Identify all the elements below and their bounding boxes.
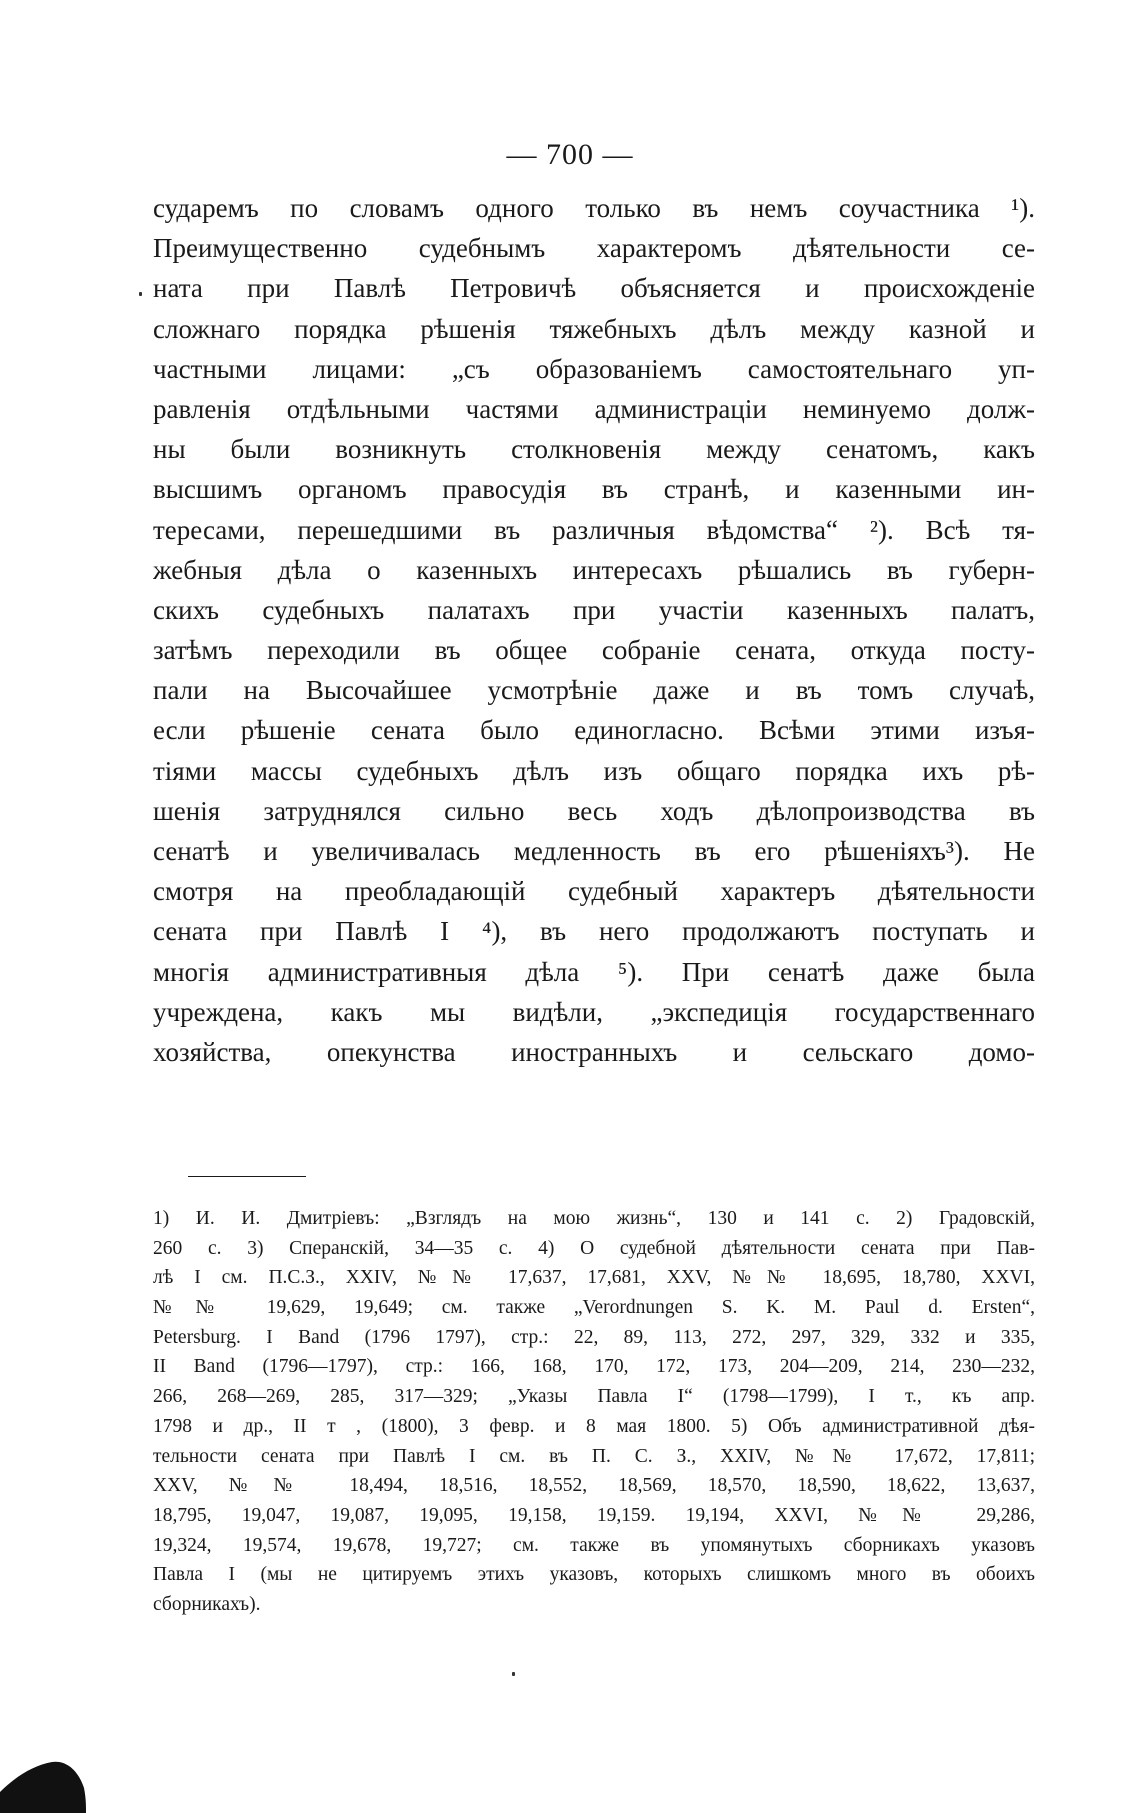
footnote-divider (188, 1176, 306, 1177)
body-line: тіями массы судебныхъ дѣлъ изъ общаго порядка ихъ рѣ- (153, 755, 1035, 786)
ink-blot-icon (0, 1740, 86, 1813)
footnote-line: 19,324, 19,574, 19,678, 19,727; см. также въ упомянутыхъ сборникахъ указовъ (153, 1534, 1035, 1556)
footnote-line: №№ 19,629, 19,649; см. также „Verordnungen S. K. M. Paul d. Ersten“, (153, 1297, 1035, 1319)
footnote-line: 1) И. И. Дмитріевъ: „Взглядъ на мою жизнь“, 130 и 141 с. 2) Градовскій, (153, 1208, 1035, 1229)
body-line: хозяйства, опекунства иностранныхъ и сельскаго домо- (153, 1036, 1035, 1067)
body-line: частными лицами: „съ образованіемъ самостоятельнаго уп- (153, 353, 1035, 384)
body-line: шенія затруднялся сильно весь ходъ дѣлопроизводства въ (153, 795, 1035, 826)
footnotes (153, 1204, 1035, 1620)
body-line: ната при Павлѣ Петровичѣ объясняется и происхожденіе (153, 273, 1035, 304)
page-number: — 700 — (506, 138, 634, 171)
ink-speck (139, 292, 142, 296)
body-line: высшимъ органомъ правосудія въ странѣ, и казенными ин- (153, 474, 1035, 505)
body-line: учреждена, какъ мы видѣли, „экспедиція государственнаго (153, 996, 1035, 1027)
body-line: затѣмъ переходили въ общее собраніе сената, откуда посту- (153, 635, 1035, 666)
body-line: ны были возникнуть столкновенія между сенатомъ, какъ (153, 434, 1035, 465)
footnote-line: Павла I (мы не цитируемъ этихъ указовъ, которыхъ слишкомъ много въ обоихъ (153, 1564, 1035, 1586)
body-line: равленія отдѣльными частями администраціи неминуемо долж- (153, 393, 1035, 424)
footnote-line: лѣ I см. П.С.З., XXIV, №№ 17,637, 17,681, XXV, №№ 18,695, 18,780, XXVI, (153, 1267, 1035, 1289)
body-line: сложнаго порядка рѣшенія тяжебныхъ дѣлъ между казной и (153, 313, 1035, 344)
body-line: скихъ судебныхъ палатахъ при участіи казенныхъ палатъ, (153, 594, 1035, 625)
body-line: если рѣшеніе сената было единогласно. Всѣми этими изъя- (153, 715, 1035, 746)
body-line: тересами, перешедшими въ различныя вѣдомства“ ²). Всѣ тя- (153, 514, 1035, 545)
body-line: многія административныя дѣла ⁵). При сенатѣ даже была (153, 956, 1035, 987)
body-line: сударемъ по словамъ одного только въ немъ соучастника ¹). (153, 193, 1035, 223)
footnote-line: 260 с. 3) Сперанскій, 34—35 с. 4) О судебной дѣятельности сената при Пав- (153, 1237, 1035, 1259)
body-line: смотря на преобладающій судебный характеръ дѣятельности (153, 876, 1035, 907)
footnote-line: 18,795, 19,047, 19,087, 19,095, 19,158, 19,159. 19,194, XXVI, №№ 29,286, (153, 1504, 1035, 1526)
footnote-line: 1798 и др., II т , (1800), 3 февр. и 8 мая 1800. 5) Объ административной дѣя- (153, 1415, 1035, 1437)
body-line: Преимущественно судебнымъ характеромъ дѣятельности се- (153, 233, 1035, 264)
footnote-line: сборникахъ). (153, 1593, 261, 1615)
ink-speck (512, 1672, 515, 1676)
footnote-line: тельности сената при Павлѣ I см. въ П. С. З., XXIV, №№ 17,672, 17,811; (153, 1445, 1035, 1467)
body-text (153, 188, 1035, 1072)
footnote-line: Petersburg. I Band (1796 1797), стр.: 22, 89, 113, 272, 297, 329, 332 и 335, (153, 1326, 1035, 1348)
body-line: пали на Высочайшее усмотрѣніе даже и въ томъ случаѣ, (153, 675, 1035, 706)
footnote-line: II Band (1796—1797), стр.: 166, 168, 170, 172, 173, 204—209, 214, 230—232, (153, 1356, 1035, 1378)
body-line: сенатѣ и увеличивалась медленность въ его рѣшеніяхъ³). Не (153, 836, 1035, 866)
footnote-line: 266, 268—269, 285, 317—329; „Указы Павла I“ (1798—1799), I т., къ апр. (153, 1386, 1035, 1408)
footnote-line: XXV, №№ 18,494, 18,516, 18,552, 18,569, 18,570, 18,590, 18,622, 13,637, (153, 1475, 1035, 1497)
body-line: жебныя дѣла о казенныхъ интересахъ рѣшались въ губерн- (153, 554, 1035, 585)
body-line: сената при Павлѣ I ⁴), въ него продолжаютъ поступать и (153, 916, 1035, 947)
